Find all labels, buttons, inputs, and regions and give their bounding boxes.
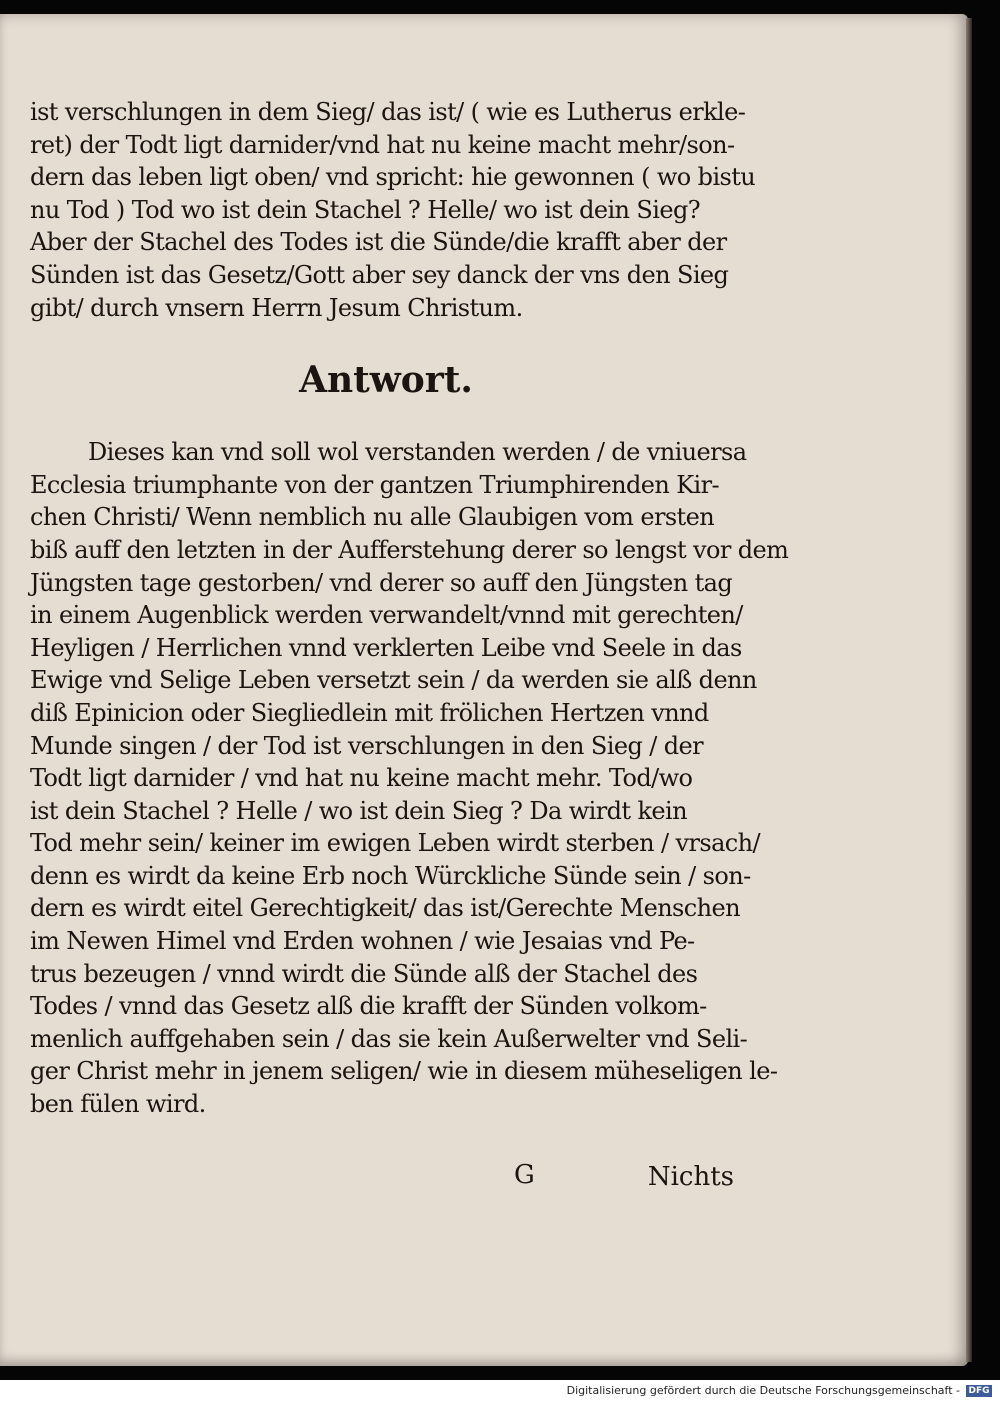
- catchword: Nichts: [647, 1162, 734, 1192]
- text-line: denn es wirdt da keine Erb noch Würckliche Sünde sein / son-: [30, 861, 751, 890]
- credit-bar: [0, 1380, 1000, 1402]
- text-line: ger Christ mehr in jenem seligen/ wie in diesem müheseligen le-: [30, 1057, 778, 1086]
- credit-text: Digitalisierung gefördert durch die Deutsche Forschungsgemeinschaft -: [566, 1384, 960, 1397]
- text-line: gibt/ durch vnsern Herrn Jesum Christum.: [30, 293, 523, 322]
- page-text: [30, 96, 789, 1121]
- text-line: ret) der Todt ligt darnider/vnd hat nu keine macht mehr/son-: [30, 130, 735, 159]
- page-footer: [30, 1160, 742, 1200]
- dfg-logo: DFG: [966, 1385, 992, 1397]
- text-line: Tod mehr sein/ keiner im ewigen Leben wirdt sterben / vrsach/: [30, 829, 760, 858]
- text-line: trus bezeugen / vnnd wirdt die Sünde alß der Stachel des: [30, 959, 698, 988]
- page-edge: [966, 18, 972, 1362]
- text-line: dern es wirdt eitel Gerechtigkeit/ das ist/Gerechte Menschen: [30, 894, 740, 923]
- text-line: chen Christi/ Wenn nemblich nu alle Glaubigen vom ersten: [30, 503, 715, 532]
- text-line: ben fülen wird.: [30, 1090, 206, 1119]
- text-line: Ecclesia triumphante von der gantzen Triumphirenden Kir-: [30, 470, 719, 499]
- section-heading: Antwort.: [299, 359, 473, 402]
- text-line: Todt ligt darnider / vnd hat nu keine macht mehr. Tod/wo: [30, 764, 693, 793]
- text-line: diß Epinicion oder Siegliedlein mit frölichen Hertzen vnnd: [30, 698, 709, 727]
- text-line: menlich auffgehaben sein / das sie kein Außerwelter vnd Seli-: [30, 1024, 748, 1053]
- text-line: ist verschlungen in dem Sieg/ das ist/ ( wie es Lutherus erkle-: [30, 98, 746, 126]
- text-line: in einem Augenblick werden verwandelt/vnnd mit gerechten/: [30, 601, 743, 630]
- text-line: Heyligen / Herrlichen vnnd verklerten Leibe vnd Seele in das: [30, 633, 742, 662]
- text-line: Ewige vnd Selige Leben versetzt sein / da werden sie alß denn: [30, 666, 757, 695]
- text-line: im Newen Himel vnd Erden wohnen / wie Jesaias vnd Pe-: [30, 927, 695, 956]
- text-line: nu Tod ) Tod wo ist dein Stachel ? Helle/ wo ist dein Sieg?: [30, 195, 700, 224]
- signature-mark: G: [514, 1160, 535, 1190]
- text-line: Munde singen / der Tod ist verschlungen in den Sieg / der: [30, 731, 703, 760]
- text-line: Todes / vnnd das Gesetz alß die krafft der Sünden volkom-: [30, 992, 707, 1021]
- text-line: Sünden ist das Gesetz/Gott aber sey danck der vns den Sieg: [30, 260, 729, 289]
- text-line: Aber der Stachel des Todes ist die Sünde/die krafft aber der: [30, 228, 727, 257]
- text-line: Jüngsten tage gestorben/ vnd derer so auff den Jüngsten tag: [30, 568, 733, 597]
- text-line: ist dein Stachel ? Helle / wo ist dein Sieg ? Da wirdt kein: [30, 796, 687, 825]
- text-line: biß auff den letzten in der Aufferstehung derer so lengst vor dem: [30, 535, 789, 564]
- text-line: Dieses kan vnd soll wol verstanden werden / de vniuersa: [88, 438, 747, 467]
- text-line: dern das leben ligt oben/ vnd spricht: hie gewonnen ( wo bistu: [30, 163, 756, 192]
